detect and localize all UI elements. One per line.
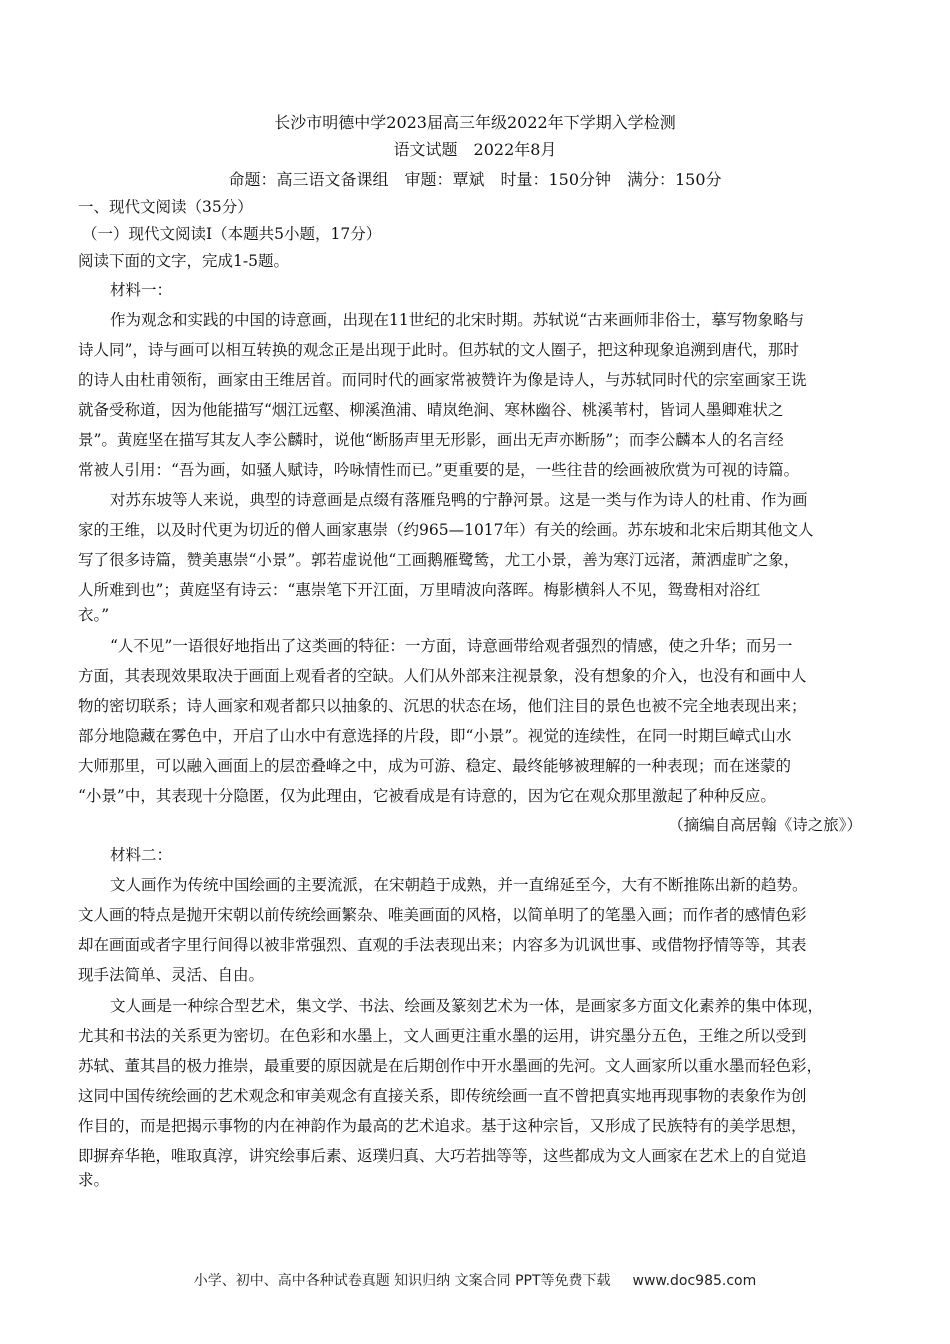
paragraph-line: 却在画面或者字里行间得以被非常强烈、直观的手法表现出来；内容多为讥讽世事、或借物抒情等等，其表 <box>78 936 807 954</box>
paragraph-line: 作目的，而是把揭示事物的内在神韵作为最高的艺术追求。基于这种宗旨，又形成了民族特有的美学思想， <box>78 1117 807 1135</box>
source-citation: （摘编自高居翰《诗之旅》） <box>668 816 862 834</box>
paragraph-line: 求。 <box>78 1171 110 1189</box>
paragraph-line: 景”。黄庭坚在描写其友人李公麟时，说他“断肠声里无形影，画出无声亦断肠”；而李公麟本人的名言经 <box>78 431 784 449</box>
paragraph-line: 大师那里，可以融入画面上的层峦叠峰之中，成为可游、稳定、最终能够被理解的一种表现；而在迷蒙的 <box>78 757 792 775</box>
paragraph-line: 尤其和书法的关系更为密切。在色彩和水墨上，文人画更注重水墨的运用，讲究墨分五色，王维之所以受到 <box>78 1027 807 1045</box>
paragraph-line: 写了很多诗篇，赞美惠崇“小景”。郭若虚说他“工画鹅雁鹭鸶，尤工小景，善为寒汀远渚，萧洒虚旷之象， <box>78 551 800 569</box>
paragraph-line: 文人画是一种综合型艺术，集文学、书法、绘画及篆刻艺术为一体，是画家多方面文化素养的集中体现， <box>110 997 824 1015</box>
paragraph-line: 现手法简单、灵活、自由。 <box>78 966 265 984</box>
instruction: 阅读下面的文字，完成1-5题。 <box>78 252 289 270</box>
paragraph-line: 就备受称道，因为他能描写“烟江远壑、柳溪渔浦、晴岚绝涧、寒林幽谷、桃溪苇村，皆词人墨卿难状之 <box>78 401 784 419</box>
exam-subtitle: 语文试题 2022年8月 <box>393 140 557 159</box>
paragraph-line: 诗人同”，诗与画可以相互转换的观念正是出现于此时。但苏轼的文人圈子，把这种现象追溯到唐代，那时 <box>78 341 799 359</box>
paragraph-line: 常被人引用：“吾为画，如骚人赋诗，吟咏情性而已。”更重要的是，一些往昔的绘画被欣赏为可视的诗篇。 <box>78 461 800 479</box>
footer-text: 小学、初中、高中各种试卷真题 知识归纳 文案合同 PPT等免费下载 <box>193 1273 611 1289</box>
exam-info: 命题：高三语文备课组 审题：覃斌 时量：150分钟 满分：150分 <box>228 170 722 189</box>
paragraph-line: “小景”中，其表现十分隐匿，仅为此理由，它被看成是有诗意的，因为它在观众那里激起了种种反应。 <box>78 787 776 805</box>
paragraph-line: 即摒弃华艳，唯取真淳，讲究绘事后素、返璞归真、大巧若拙等等，这些都成为文人画家在艺术上的自觉追 <box>78 1147 807 1165</box>
paragraph-line: 文人画的特点是抛开宋朝以前传统绘画繁杂、唯美画面的风格，以简单明了的笔墨入画；而作者的感情色彩 <box>78 906 807 924</box>
paragraph-line: 对苏东坡等人来说，典型的诗意画是点缀有落雁凫鸭的宁静河景。这是一类与作为诗人的杜甫、作为画 <box>110 491 808 509</box>
paragraph-line: 物的密切联系；诗人画家和观者都只以抽象的、沉思的状态在场，他们注目的景色也被不完全地表现出来； <box>78 697 807 715</box>
paragraph-line: 部分地隐藏在雾色中，开启了山水中有意选择的片段，即“小景”。视觉的连续性，在同一时期巨嶂式山水 <box>78 727 792 745</box>
material2-label: 材料二： <box>110 846 173 864</box>
paragraph-line: 这同中国传统绘画的艺术观念和审美观念有直接关系，即传统绘画一直不曾把真实地再现事物的表象作为创 <box>78 1087 807 1105</box>
section-subheading: （一）现代文阅读Ⅰ（本题共5小题，17分） <box>82 225 382 243</box>
paragraph-line: 衣。” <box>78 606 110 624</box>
material1-label: 材料一： <box>110 281 173 299</box>
footer-link[interactable]: www.doc985.com <box>632 1273 757 1289</box>
exam-title: 长沙市明德中学2023届高三年级2022年下学期入学检测 <box>274 113 676 132</box>
paragraph-line: 的诗人由杜甫领衔，画家由王维居首。而同时代的画家常被赞许为像是诗人，与苏轼同时代的宗室画家王诜 <box>78 371 807 389</box>
paragraph-line: 作为观念和实践的中国的诗意画，出现在11世纪的北宋时期。苏轼说“古来画师非俗士，摹写物象略与 <box>110 311 805 329</box>
paragraph-line: 家的王维，以及时代更为切近的僧人画家惠崇（约965—1017年）有关的绘画。苏东坡和北宋后期其他文人 <box>78 521 814 539</box>
paragraph-line: 人所难到也”；黄庭坚有诗云：“惠崇笔下开江面，万里晴波向落晖。梅影横斜人不见，鸳鸯相对浴红 <box>78 581 761 599</box>
paragraph-line: 苏轼、董其昌的极力推崇，最重要的原因就是在后期创作中开水墨画的先河。文人画家所以重水墨而轻色彩， <box>78 1057 823 1075</box>
paragraph-line: 方面，其表现效果取决于画面上观看者的空缺。人们从外部来注视景象，没有想象的介入，也没有和画中人 <box>78 667 807 685</box>
page-footer <box>0 1270 950 1290</box>
section-heading: 一、现代文阅读（35分） <box>78 198 253 216</box>
paragraph-line: “人不见”一语很好地指出了这类画的特征：一方面，诗意画带给观者强烈的情感，使之升华；而另一 <box>110 637 793 655</box>
paragraph-line: 文人画作为传统中国绘画的主要流派，在宋朝趋于成熟，并一直绵延至今，大有不断推陈出新的趋势。 <box>110 876 808 894</box>
